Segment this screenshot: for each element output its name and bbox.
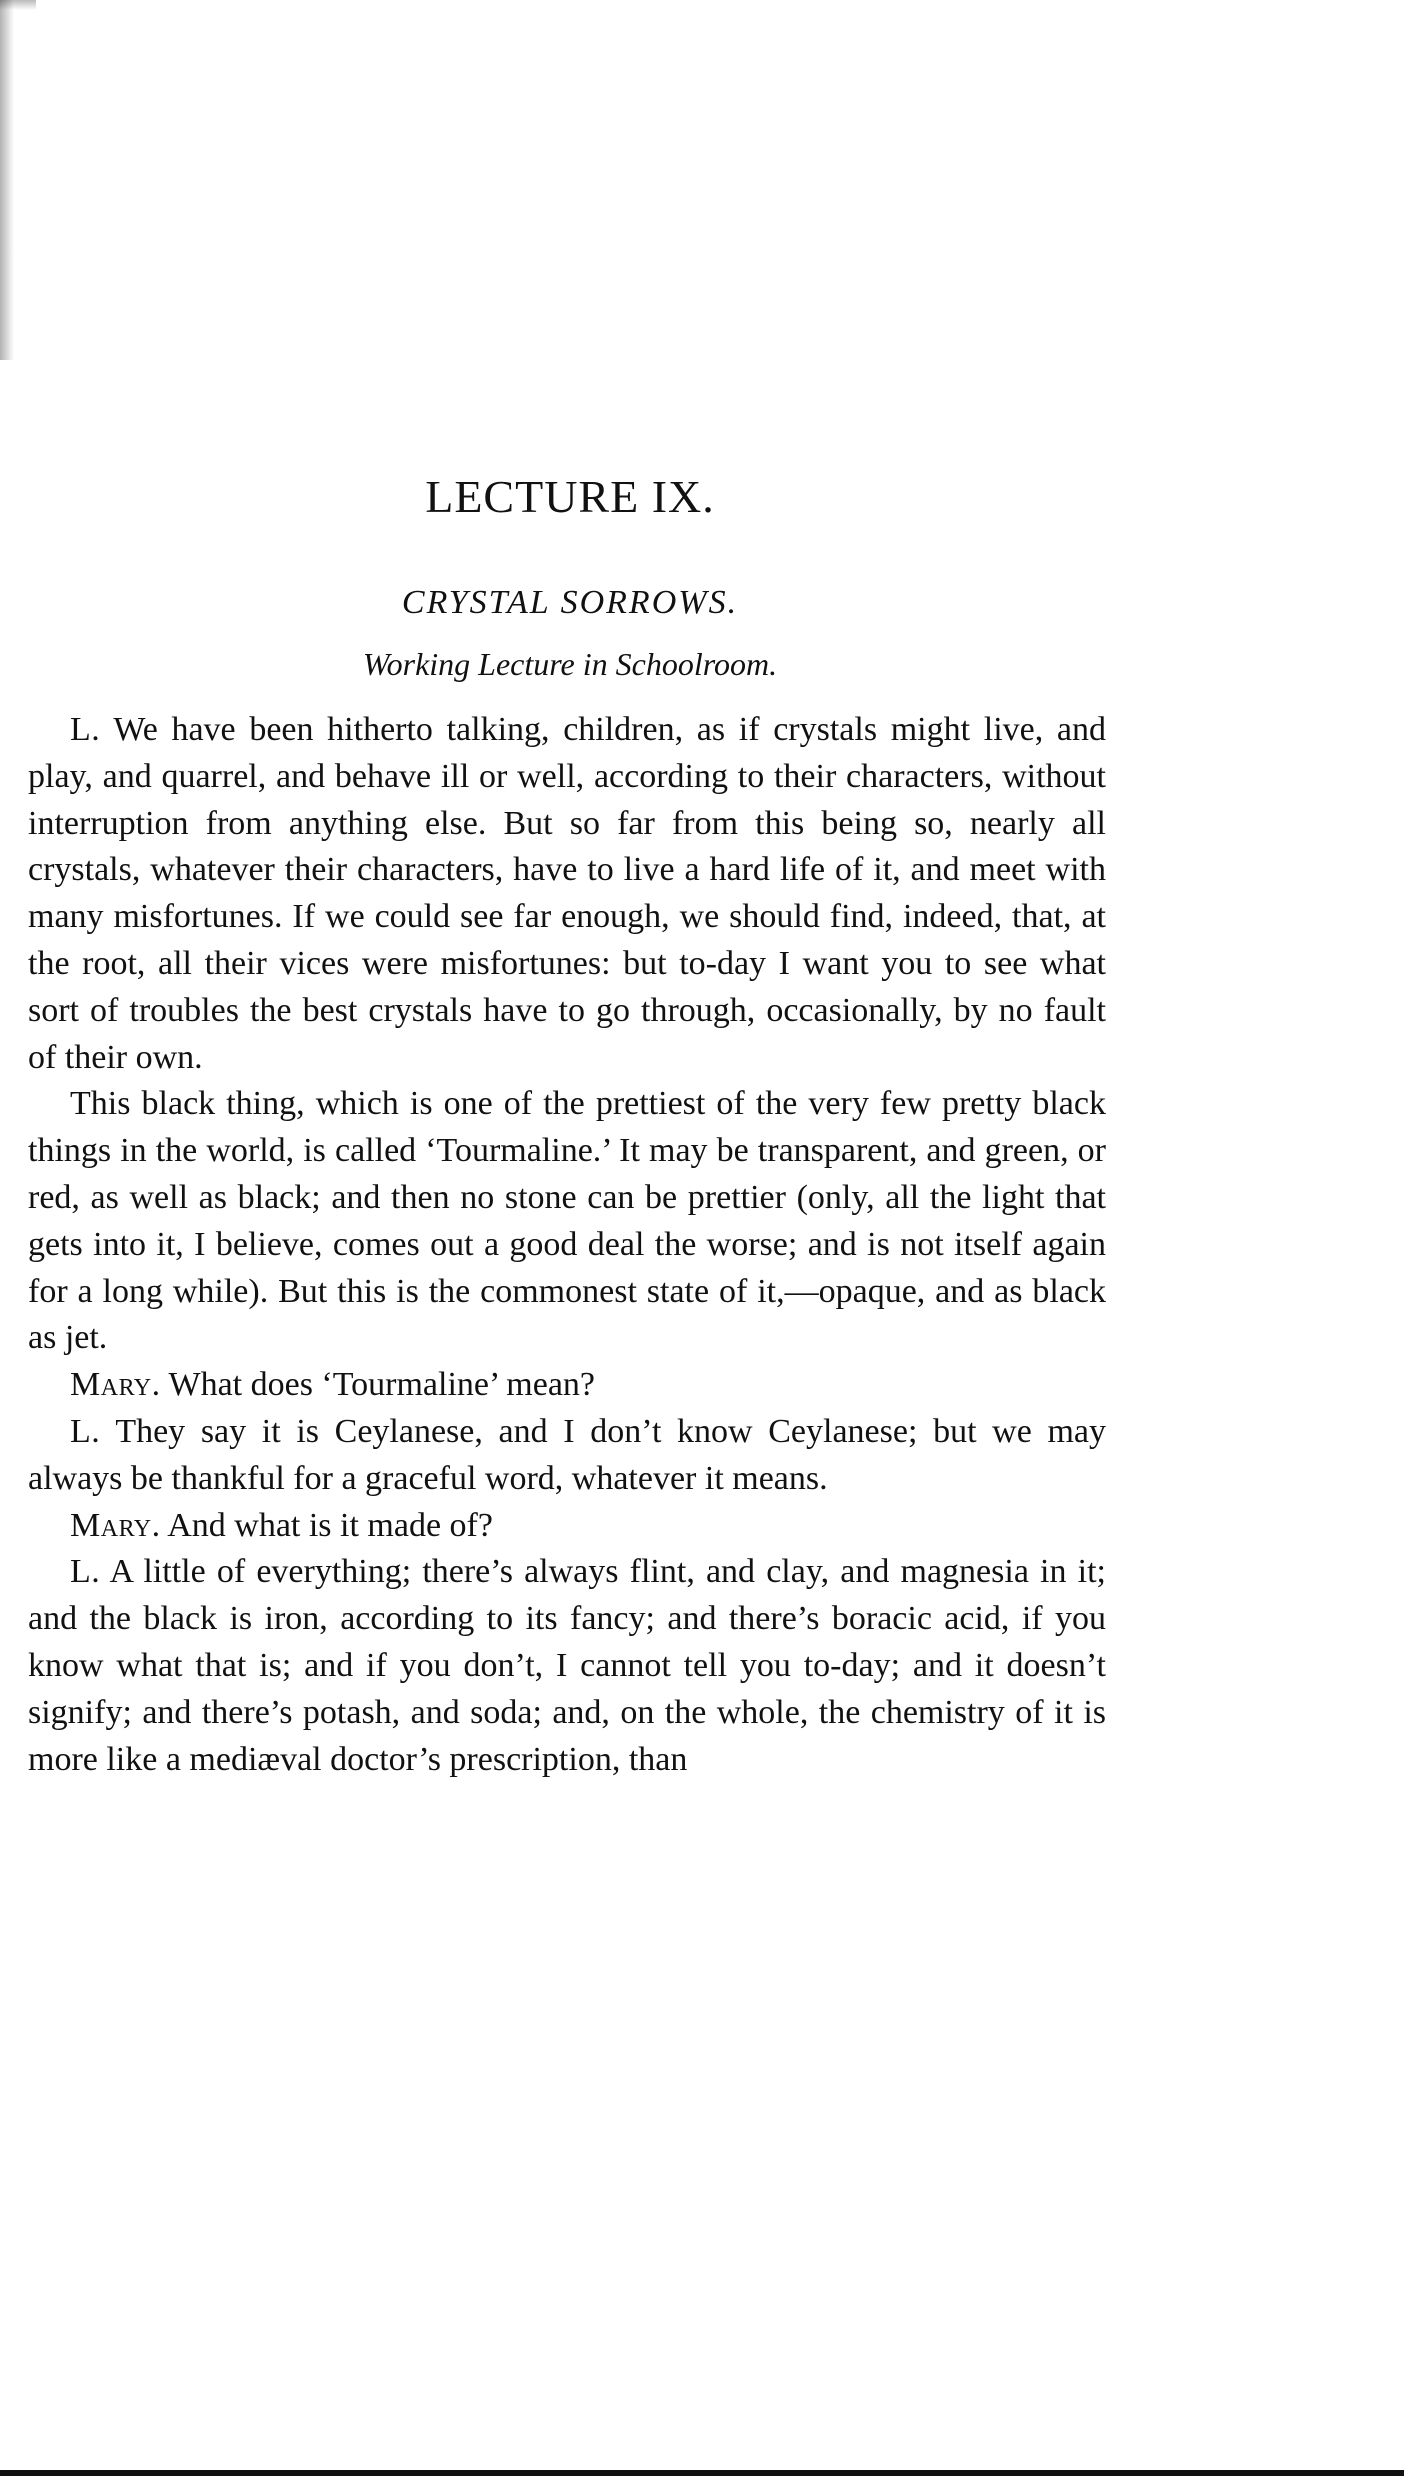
- paragraph-text: A little of everything; there’s always flint, and clay, and magnesia in it; and the black is iron, according to its fancy; and there’s boracic acid, if you know what that is; and if you don’t, I cannot tell you to-day; and it doesn’t signify; and there’s potash, and soda; and, on the whole, the chemistry of it is more like a mediæval doctor’s prescription, than: [28, 1553, 1106, 1778]
- paragraph-text: We have been hitherto talking, children, as if crystals might live, and play, and quarrel, and behave ill or well, according to their characters, without interruption from anything else. But so far from this being so, nearly all crystals, whatever their characters, have to live a hard life of it, and meet with many misfortunes. If we could see far enough, we should find, indeed, that, at the root, all their vices were misfortunes: but to-day I want you to see what sort of troubles the best crystals have to go through, occasionally, by no fault of their own.: [28, 711, 1106, 1076]
- paragraph: [28, 1362, 1106, 1409]
- paragraph: [28, 1409, 1106, 1503]
- speaker-label: L.: [70, 711, 101, 748]
- paragraph: [28, 1503, 1106, 1550]
- paragraph: [28, 1549, 1106, 1783]
- paragraph-text: This black thing, which is one of the prettiest of the very few pretty black things in the world, is called ‘Tourmaline.’ It may be transparent, and green, or red, as well as black; and then no stone can be prettier (only, all the light that gets into it, I believe, comes out a good deal the worse; and is not itself again for a long while). But this is the commonest state of it,—opaque, and as black as jet.: [28, 1085, 1106, 1357]
- speaker-label: L.: [70, 1553, 101, 1591]
- page-edge-shadow: [0, 0, 14, 360]
- paragraph-text: What does ‘Tourmaline’ mean?: [160, 1366, 596, 1404]
- page-corner-shadow: [0, 0, 36, 10]
- lecture-subsubtitle: Working Lecture in Schoolroom.: [362, 646, 778, 682]
- page-bottom-edge: [0, 2470, 1404, 2476]
- paragraph: [28, 707, 1106, 1081]
- speaker-label: Mary.: [70, 1366, 161, 1404]
- paragraph-text: They say it is Ceylanese, and I don’t know Ceylanese; but we may always be thankful for a graceful word, whatever it means.: [28, 1412, 1106, 1497]
- paragraph-text: And what is it made of?: [160, 1506, 493, 1544]
- speaker-label: L.: [70, 1412, 101, 1450]
- speaker-label: Mary.: [70, 1506, 161, 1544]
- paragraph: [28, 1081, 1106, 1362]
- lecture-title: LECTURE IX.: [425, 471, 715, 522]
- lecture-body: [28, 707, 1106, 1783]
- lecture-subtitle: CRYSTAL SORROWS.: [401, 584, 739, 621]
